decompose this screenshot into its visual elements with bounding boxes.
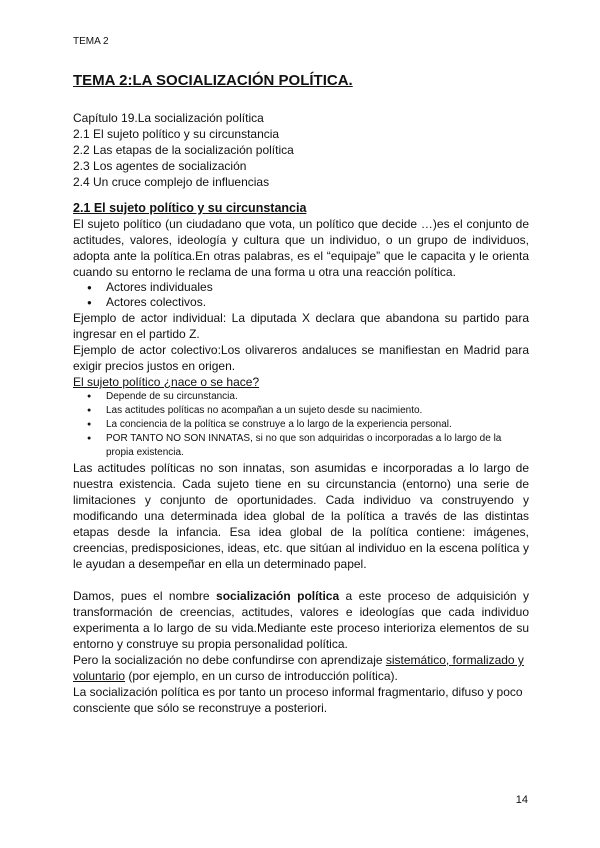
document-body [73, 72, 529, 716]
toc-item: 2.3 Los agentes de socialización [73, 159, 247, 173]
text-span: Pero la socialización no debe confundirse con aprendizaje [73, 653, 386, 667]
list-item: ● Depende de su circunstancia. [73, 390, 529, 404]
paragraph-definition [73, 588, 529, 652]
subheading: El sujeto político ¿nace o se hace? [73, 375, 260, 389]
section-heading: 2.1 El sujeto político y su circunstancia [73, 201, 307, 215]
list-item: ● Actores individuales [73, 280, 529, 295]
list-item: ● Las actitudes políticas no acompañan a un sujeto desde su nacimiento. [73, 404, 529, 418]
running-header: TEMA 2 [73, 36, 109, 47]
bold-term: socialización política [216, 589, 340, 603]
spacer [73, 572, 529, 588]
text-span: a este proceso de adquisición y transformación de creencias, actitudes, valores e ideologías que cada individuo experimenta a lo largo de su vida.Mediante este proceso interioriza elementos de su entorno y construye su propia personalidad política. [73, 589, 529, 651]
toc-item: 2.4 Un cruce complejo de influencias [73, 175, 270, 189]
page-number: 14 [515, 794, 528, 806]
points-list [73, 390, 529, 460]
document-title: TEMA 2:LA SOCIALIZACIÓN POLÍTICA. [73, 72, 353, 89]
example-individual: Ejemplo de actor individual: La diputada X declara que abandona su partido para ingresar en el partido Z. [73, 311, 529, 341]
toc-item: Capítulo 19.La socialización política [73, 111, 264, 125]
paragraph-distinction [73, 652, 529, 684]
example-collective: Ejemplo de actor colectivo:Los olivareros andaluces se manifiestan en Madrid para exigir precios justos en origen. [73, 343, 529, 373]
intro-paragraph: El sujeto político (un ciudadano que vota, un político que decide …)es el conjunto de actitudes, valores, ideología y cultura que un individuo, o un grupo de individuos, adopta ante la política.En otras palabras, es el “equipaje” que le capacita y le orienta cuando su entorno le reclama de una forma u otra una reacción política. [73, 217, 529, 279]
underlined-term: sistemático, formalizado y voluntario [73, 653, 524, 683]
toc-item: 2.2 Las etapas de la socialización política [73, 143, 294, 157]
list-item: ● La conciencia de la política se construye a lo largo de la experiencia personal. [73, 418, 529, 432]
text-span: (por ejemplo, en un curso de introducción política). [125, 669, 398, 683]
text-span: Damos, pues el nombre [73, 589, 217, 603]
table-of-contents [73, 110, 529, 190]
toc-item: 2.1 El sujeto político y su circunstancia [73, 127, 280, 141]
list-item: ● Actores colectivos. [73, 295, 529, 310]
list-item: ● POR TANTO NO SON INNATAS, si no que son adquiridas o incorporadas a lo largo de la propia existencia. [73, 432, 529, 460]
paragraph-innate: Las actitudes políticas no son innatas, son asumidas e incorporadas a lo largo de nuestra existencia. Cada sujeto tiene en su circunstancia (entorno) una serie de limitaciones y conjunto de oportunidades. Cada individuo va construyendo y modificando una determinada idea global de la política a través de las distintas etapas desde la infancia. Esa idea global de la política contiene: imágenes, creencias, predisposiciones, ideas, etc. que sitúan al individuo en la escena política y le ayudan a desempeñar en ella un determinado papel. [73, 461, 529, 571]
paragraph-conclusion: La socialización política es por tanto un proceso informal fragmentario, difuso y poco consciente que sólo se reconstruye a posteriori. [73, 685, 523, 715]
actors-list [73, 280, 529, 310]
